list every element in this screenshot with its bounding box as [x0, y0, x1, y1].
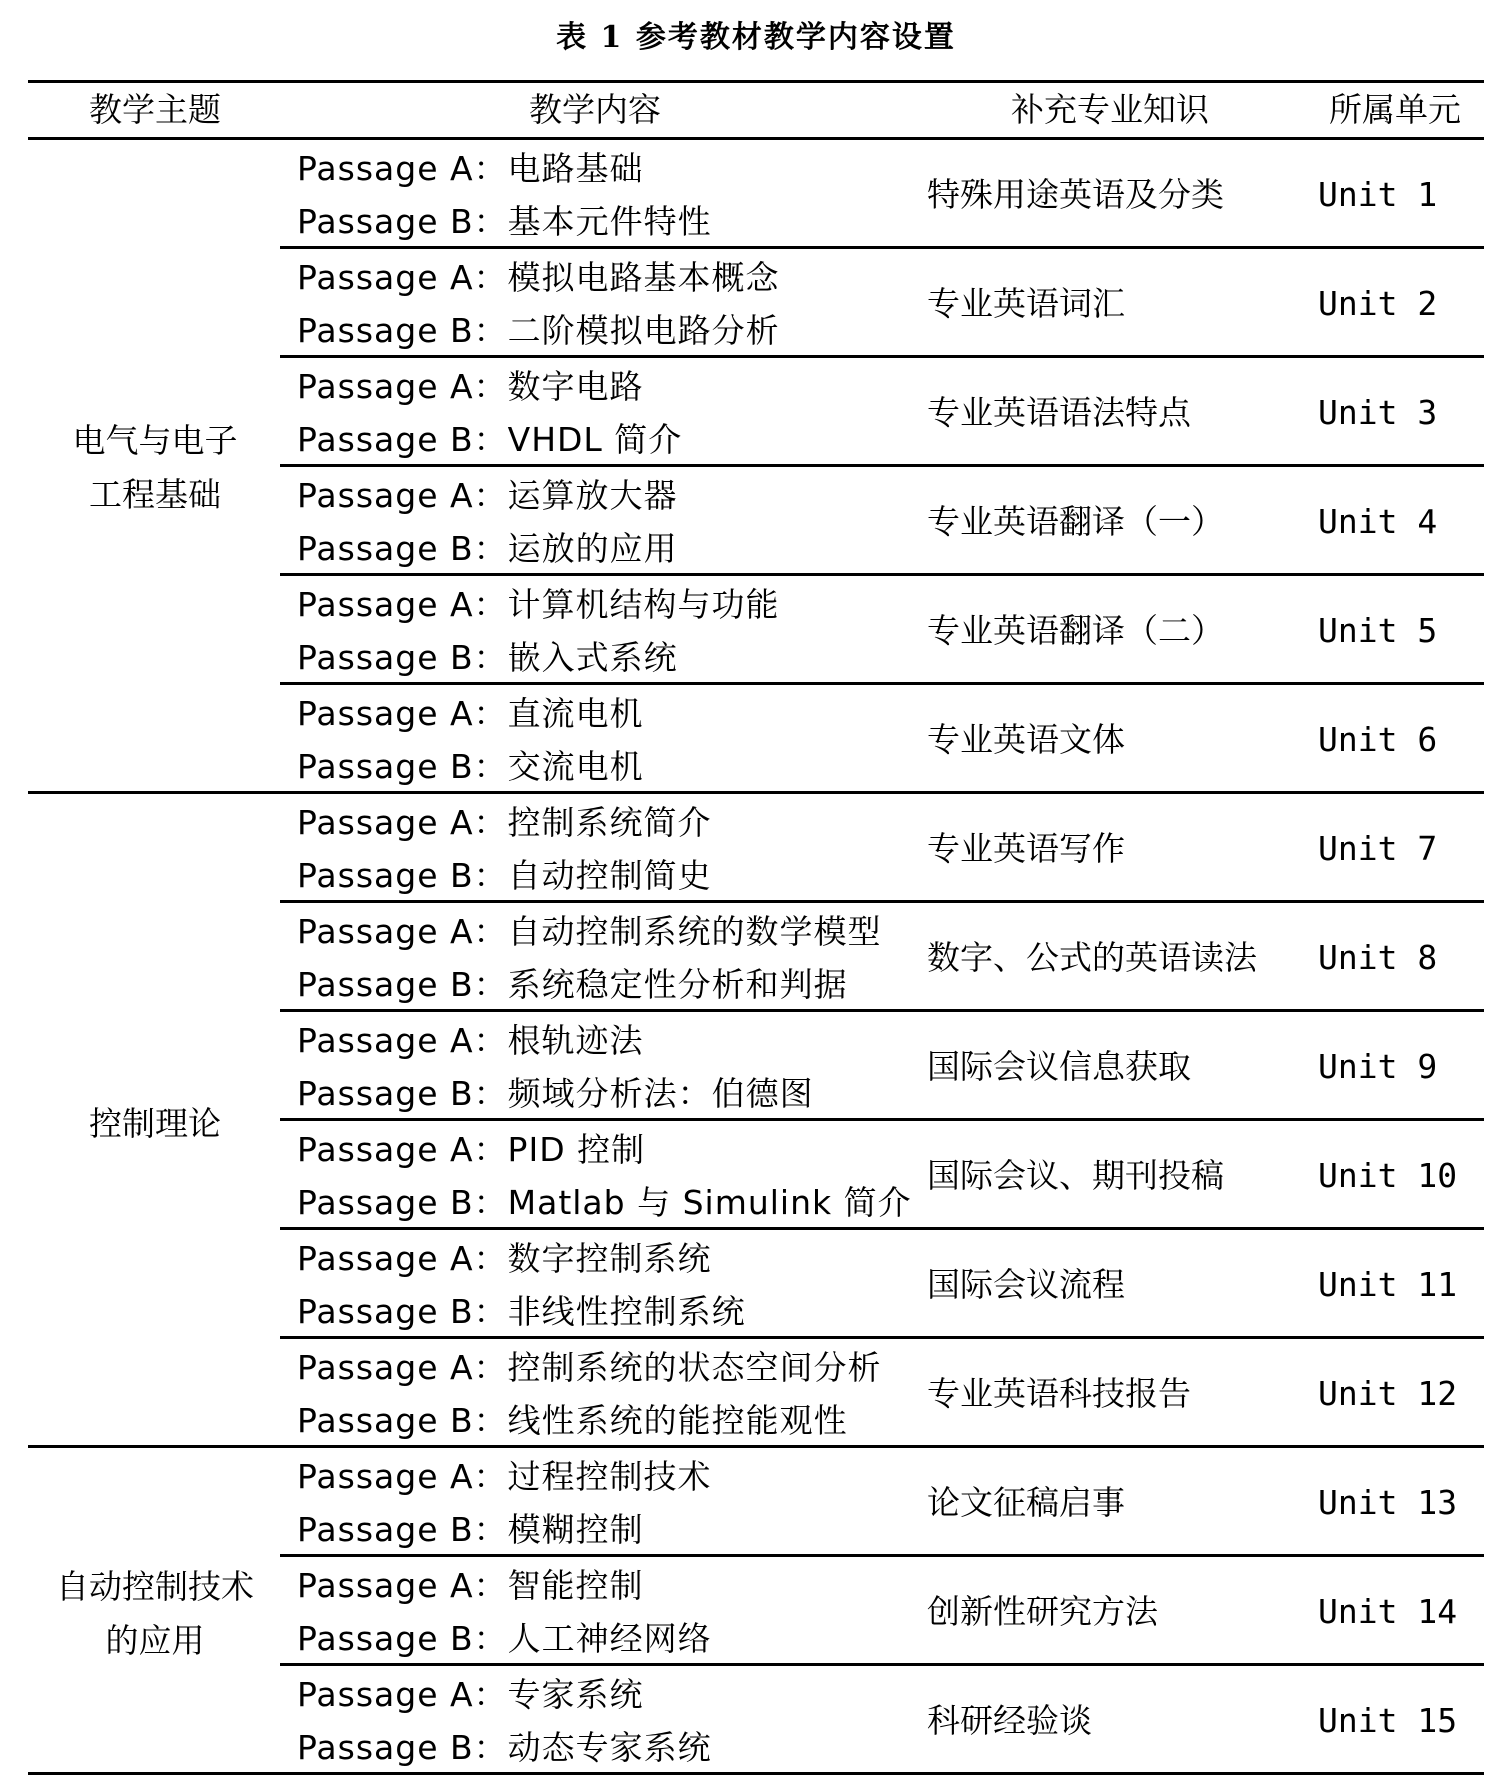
unit-cell: Unit 13	[1318, 1483, 1458, 1522]
passage-b: Passage B：线性系统的能控能观性	[297, 1401, 848, 1440]
table-row	[0, 467, 1512, 576]
unit-cell: Unit 3	[1318, 393, 1438, 432]
table-row	[0, 1557, 1512, 1666]
table-caption: 表 1 参考教材教学内容设置	[556, 20, 956, 55]
unit-cell: Unit 14	[1318, 1592, 1458, 1631]
supplement-cell: 专业英语语法特点	[927, 393, 1191, 432]
header-supplement: 补充专业知识	[1011, 90, 1209, 129]
unit-cell: Unit 12	[1318, 1374, 1458, 1413]
unit-cell: Unit 1	[1318, 175, 1438, 214]
passage-a: Passage A：过程控制技术	[297, 1457, 712, 1496]
theme-line: 的应用	[105, 1621, 205, 1660]
group-rule	[28, 1772, 1484, 1775]
supplement-cell: 国际会议、期刊投稿	[927, 1156, 1224, 1195]
table-row	[0, 794, 1512, 903]
unit-cell: Unit 9	[1318, 1047, 1438, 1086]
passage-a: Passage A：智能控制	[297, 1566, 644, 1605]
passage-b: Passage B：模糊控制	[297, 1510, 644, 1549]
header-unit: 所属单元	[1329, 90, 1461, 129]
table-row	[0, 685, 1512, 794]
header-topic: 教学主题	[89, 90, 221, 129]
passage-b: Passage B：基本元件特性	[297, 202, 712, 241]
passage-a: Passage A：PID 控制	[297, 1130, 646, 1169]
supplement-cell: 专业英语翻译（一）	[927, 502, 1224, 541]
unit-cell: Unit 8	[1318, 938, 1438, 977]
top-rule	[28, 80, 1484, 83]
table-row	[0, 903, 1512, 1012]
table-row	[0, 1666, 1512, 1775]
passage-b: Passage B：动态专家系统	[297, 1728, 712, 1767]
passage-b: Passage B：自动控制简史	[297, 856, 712, 895]
passage-a: Passage A：数字控制系统	[297, 1239, 712, 1278]
unit-cell: Unit 7	[1318, 829, 1438, 868]
supplement-cell: 专业英语写作	[927, 829, 1125, 868]
table-row	[0, 1339, 1512, 1448]
supplement-cell: 专业英语翻译（二）	[927, 611, 1224, 650]
supplement-cell: 国际会议信息获取	[927, 1047, 1191, 1086]
passage-a: Passage A：专家系统	[297, 1675, 644, 1714]
theme-line: 控制理论	[89, 1104, 221, 1143]
passage-a: Passage A：控制系统简介	[297, 803, 712, 842]
supplement-cell: 数字、公式的英语读法	[927, 938, 1257, 977]
table-row	[0, 1012, 1512, 1121]
passage-a: Passage A：直流电机	[297, 694, 644, 733]
supplement-cell: 创新性研究方法	[927, 1592, 1158, 1631]
table-row	[0, 1448, 1512, 1557]
passage-b: Passage B：Matlab 与 Simulink 简介	[297, 1183, 912, 1222]
table-row	[0, 576, 1512, 685]
passage-b: Passage B：频域分析法：伯德图	[297, 1074, 814, 1113]
unit-cell: Unit 5	[1318, 611, 1438, 650]
table-row	[0, 249, 1512, 358]
passage-a: Passage A：控制系统的状态空间分析	[297, 1348, 882, 1387]
passage-b: Passage B：交流电机	[297, 747, 644, 786]
passage-b: Passage B：嵌入式系统	[297, 638, 678, 677]
passage-b: Passage B：人工神经网络	[297, 1619, 712, 1658]
supplement-cell: 特殊用途英语及分类	[927, 175, 1224, 214]
unit-cell: Unit 2	[1318, 284, 1438, 323]
unit-cell: Unit 10	[1318, 1156, 1458, 1195]
table-row	[0, 140, 1512, 249]
unit-cell: Unit 6	[1318, 720, 1438, 759]
table-row	[0, 1230, 1512, 1339]
passage-a: Passage A：自动控制系统的数学模型	[297, 912, 882, 951]
passage-a: Passage A：计算机结构与功能	[297, 585, 780, 624]
unit-cell: Unit 15	[1318, 1701, 1458, 1740]
supplement-cell: 科研经验谈	[927, 1701, 1092, 1740]
table-row	[0, 358, 1512, 467]
passage-a: Passage A：数字电路	[297, 367, 644, 406]
passage-b: Passage B：VHDL 简介	[297, 420, 683, 459]
theme-line: 工程基础	[89, 475, 221, 514]
theme-line: 电气与电子	[72, 421, 238, 460]
supplement-cell: 论文征稿启事	[927, 1483, 1125, 1522]
passage-a: Passage A：运算放大器	[297, 476, 678, 515]
supplement-cell: 专业英语文体	[927, 720, 1125, 759]
passage-b: Passage B：二阶模拟电路分析	[297, 311, 780, 350]
supplement-cell: 专业英语科技报告	[927, 1374, 1191, 1413]
theme-line: 自动控制技术	[56, 1567, 254, 1606]
header-content: 教学内容	[529, 90, 661, 129]
passage-a: Passage A：模拟电路基本概念	[297, 258, 780, 297]
passage-b: Passage B：非线性控制系统	[297, 1292, 746, 1331]
unit-cell: Unit 4	[1318, 502, 1438, 541]
passage-b: Passage B：系统稳定性分析和判据	[297, 965, 848, 1004]
unit-cell: Unit 11	[1318, 1265, 1458, 1304]
passage-a: Passage A：电路基础	[297, 149, 644, 188]
passage-b: Passage B：运放的应用	[297, 529, 678, 568]
supplement-cell: 国际会议流程	[927, 1265, 1125, 1304]
supplement-cell: 专业英语词汇	[927, 284, 1125, 323]
passage-a: Passage A：根轨迹法	[297, 1021, 644, 1060]
table-row	[0, 1121, 1512, 1230]
